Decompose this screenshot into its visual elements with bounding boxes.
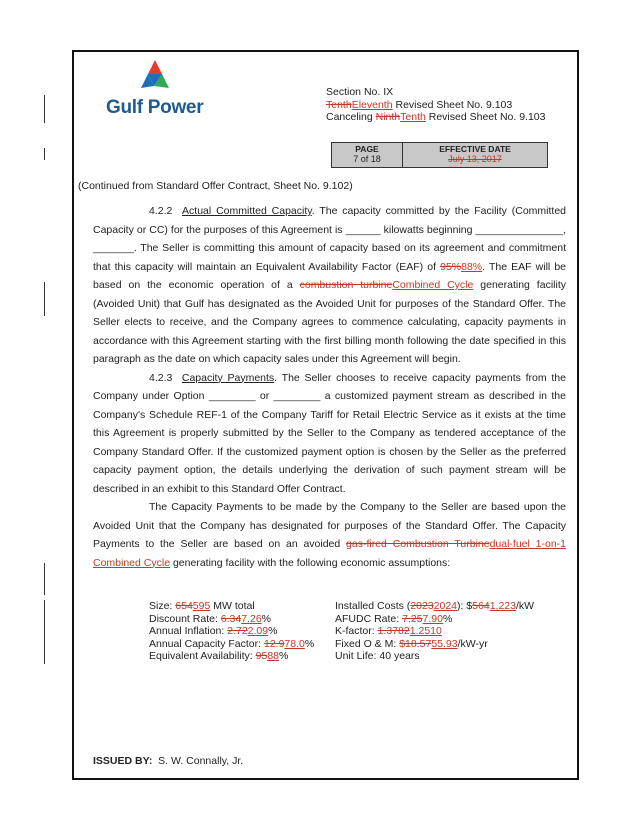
economic-assumptions (149, 600, 534, 663)
revision-bar (44, 282, 45, 316)
effective-date-cell: EFFECTIVE DATE July 13, 2017 (439, 144, 511, 164)
revised-sheet-line: TenthEleventh Revised Sheet No. 9.103 (326, 98, 513, 111)
section-info (326, 86, 546, 124)
contract-body (93, 202, 566, 572)
paragraph-4-2-2: 4.2.2 Actual Committed Capacity. The capacity committed by the Facility (Committed Capacity or CC) for the purposes of this Agreement is ______ kilowatts beginning _______________, _______. The Seller is committing this amount of capacity based on its agreement and commitment that this capacity will maintain an Equivalent Availability Factor (EAF) of 95%88%. The EAF will be based on the economic operation of a combustion turbineCombined Cycle generating facility (Avoided Unit) that Gulf has designated as the Avoided Unit for purposes of the Standard Offer. The Seller elects to receive, and the Company agrees to commence calculating, capacity payments in accordance with this Agreement starting with the first billing month following the date specified in this paragraph as the date on which capacity sales under this Agreement will begin. (93, 205, 566, 365)
revision-bar (44, 148, 45, 160)
assumption-row: Size: 654595 MW total Installed Costs (20232024): $5641,223/kW (149, 600, 535, 612)
logo-text: Gulf Power (106, 97, 204, 118)
assumption-row: Discount Rate: 6.347.26% AFUDC Rate: 7.257.90% (149, 612, 453, 625)
paragraph-4-2-3: 4.2.3 Capacity Payments. The Seller chooses to receive capacity payments from the Company under Option ________ or ________ a customized payment stream as described in the Company's Schedule REF-1 of the Company Tariff for Retail Electric Service as it exists at the time this Agreement is properly submitted by the Seller to the Company as tendered acceptance of the Company Standard Offer. If the customized payment option is chosen by the Seller as the preferred capacity payment option, the details underlying the derivation of such payment stream will be described in an exhibit to this Standard Offer Contract. (93, 371, 566, 495)
assumption-row: Annual Capacity Factor: 12.978.0% Fixed O & M: $18.5755.93/kW-yr (149, 637, 488, 650)
revision-bar (44, 600, 45, 664)
continued-note: (Continued from Standard Offer Contract, Sheet No. 9.102) (78, 180, 353, 192)
page-effective-date-stamp (331, 142, 548, 168)
paragraph-capacity-payments: The Capacity Payments to be made by the Company to the Seller are based upon the Avoided Unit that the Company has designated for purposes of the Standard Offer. The Capacity Payments to the Seller are based on an avoided gas-fired Combustion Turbinedual-fuel 1-on-1 Combined Cycle generating facility with the following economic assumptions: (93, 501, 566, 569)
issued-by: ISSUED BY: S. W. Connally, Jr. (93, 755, 244, 767)
section-number: Section No. IX (326, 86, 394, 98)
assumption-row: Annual Inflation: 2.722.09% K-factor: 1.37821.2510 (149, 625, 442, 637)
canceling-sheet-line: Canceling NinthTenth Revised Sheet No. 9.103 (326, 111, 546, 123)
revision-bar (44, 563, 45, 595)
page-cell: PAGE 7 of 18 (332, 143, 403, 167)
revision-bar (44, 95, 45, 123)
assumption-row: Equivalent Availability: 9588% Unit Life: 40 years (149, 650, 420, 662)
document-page (72, 50, 579, 780)
logo-triangle-icon (140, 58, 170, 94)
